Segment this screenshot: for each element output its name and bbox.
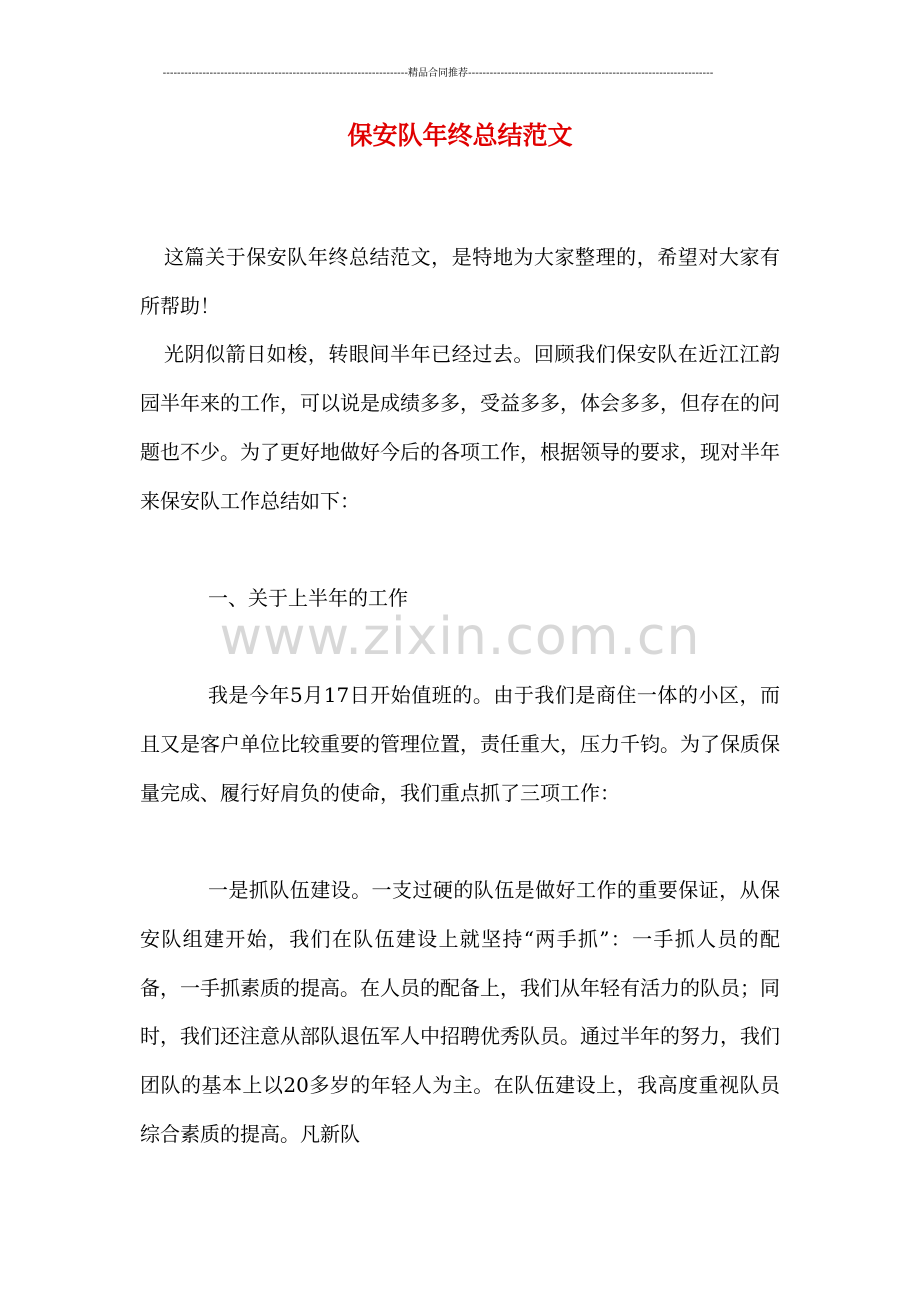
paragraph-spacer: [140, 817, 780, 866]
paragraph-overview: 光阴似箭日如梭，转眼间半年已经过去。回顾我们保安队在近江江韵园半年来的工作，可以说是成绩多多，受益多多，体会多多，但存在的问题也不少。为了更好地做好今后的各项工作，根据领导的要求，现对半年来保安队工作总结如下：: [140, 342, 780, 513]
section-heading: 一、关于上半年的工作: [208, 585, 408, 610]
paragraph-intro: 这篇关于保安队年终总结范文，是特地为大家整理的，希望对大家有所帮助！: [140, 245, 780, 318]
document-body: [140, 233, 780, 1158]
document-title: 保安队年终总结范文: [347, 121, 573, 150]
paragraph-spacer: [140, 623, 780, 672]
paragraph-team-building: 一是抓队伍建设。一支过硬的队伍是做好工作的重要保证，从保安队组建开始，我们在队伍建设上就坚持“两手抓”：一手抓人员的配备，一手抓素质的提高。在人员的配备上，我们从年轻有活力的队员；同时，我们还注意从部队退伍军人中招聘优秀队员。通过半年的努力，我们团队的基本上以20多岁的年轻人为主。在队伍建设上，我高度重视队员综合素质的提高。凡新队: [140, 878, 780, 1146]
paragraph-spacer: [140, 525, 780, 574]
watermark: www.zixin.com.cn: [219, 607, 701, 667]
paragraph-start-duty: 我是今年5月17日开始值班的。由于我们是商住一体的小区，而且又是客户单位比较重要的管理位置，责任重大，压力千钧。为了保质保量完成、履行好肩负的使命，我们重点抓了三项工作：: [140, 683, 780, 805]
page-header: --------------------------------------------------------------------精品合同推荐--------------------------------------------------------------------: [162, 68, 714, 79]
